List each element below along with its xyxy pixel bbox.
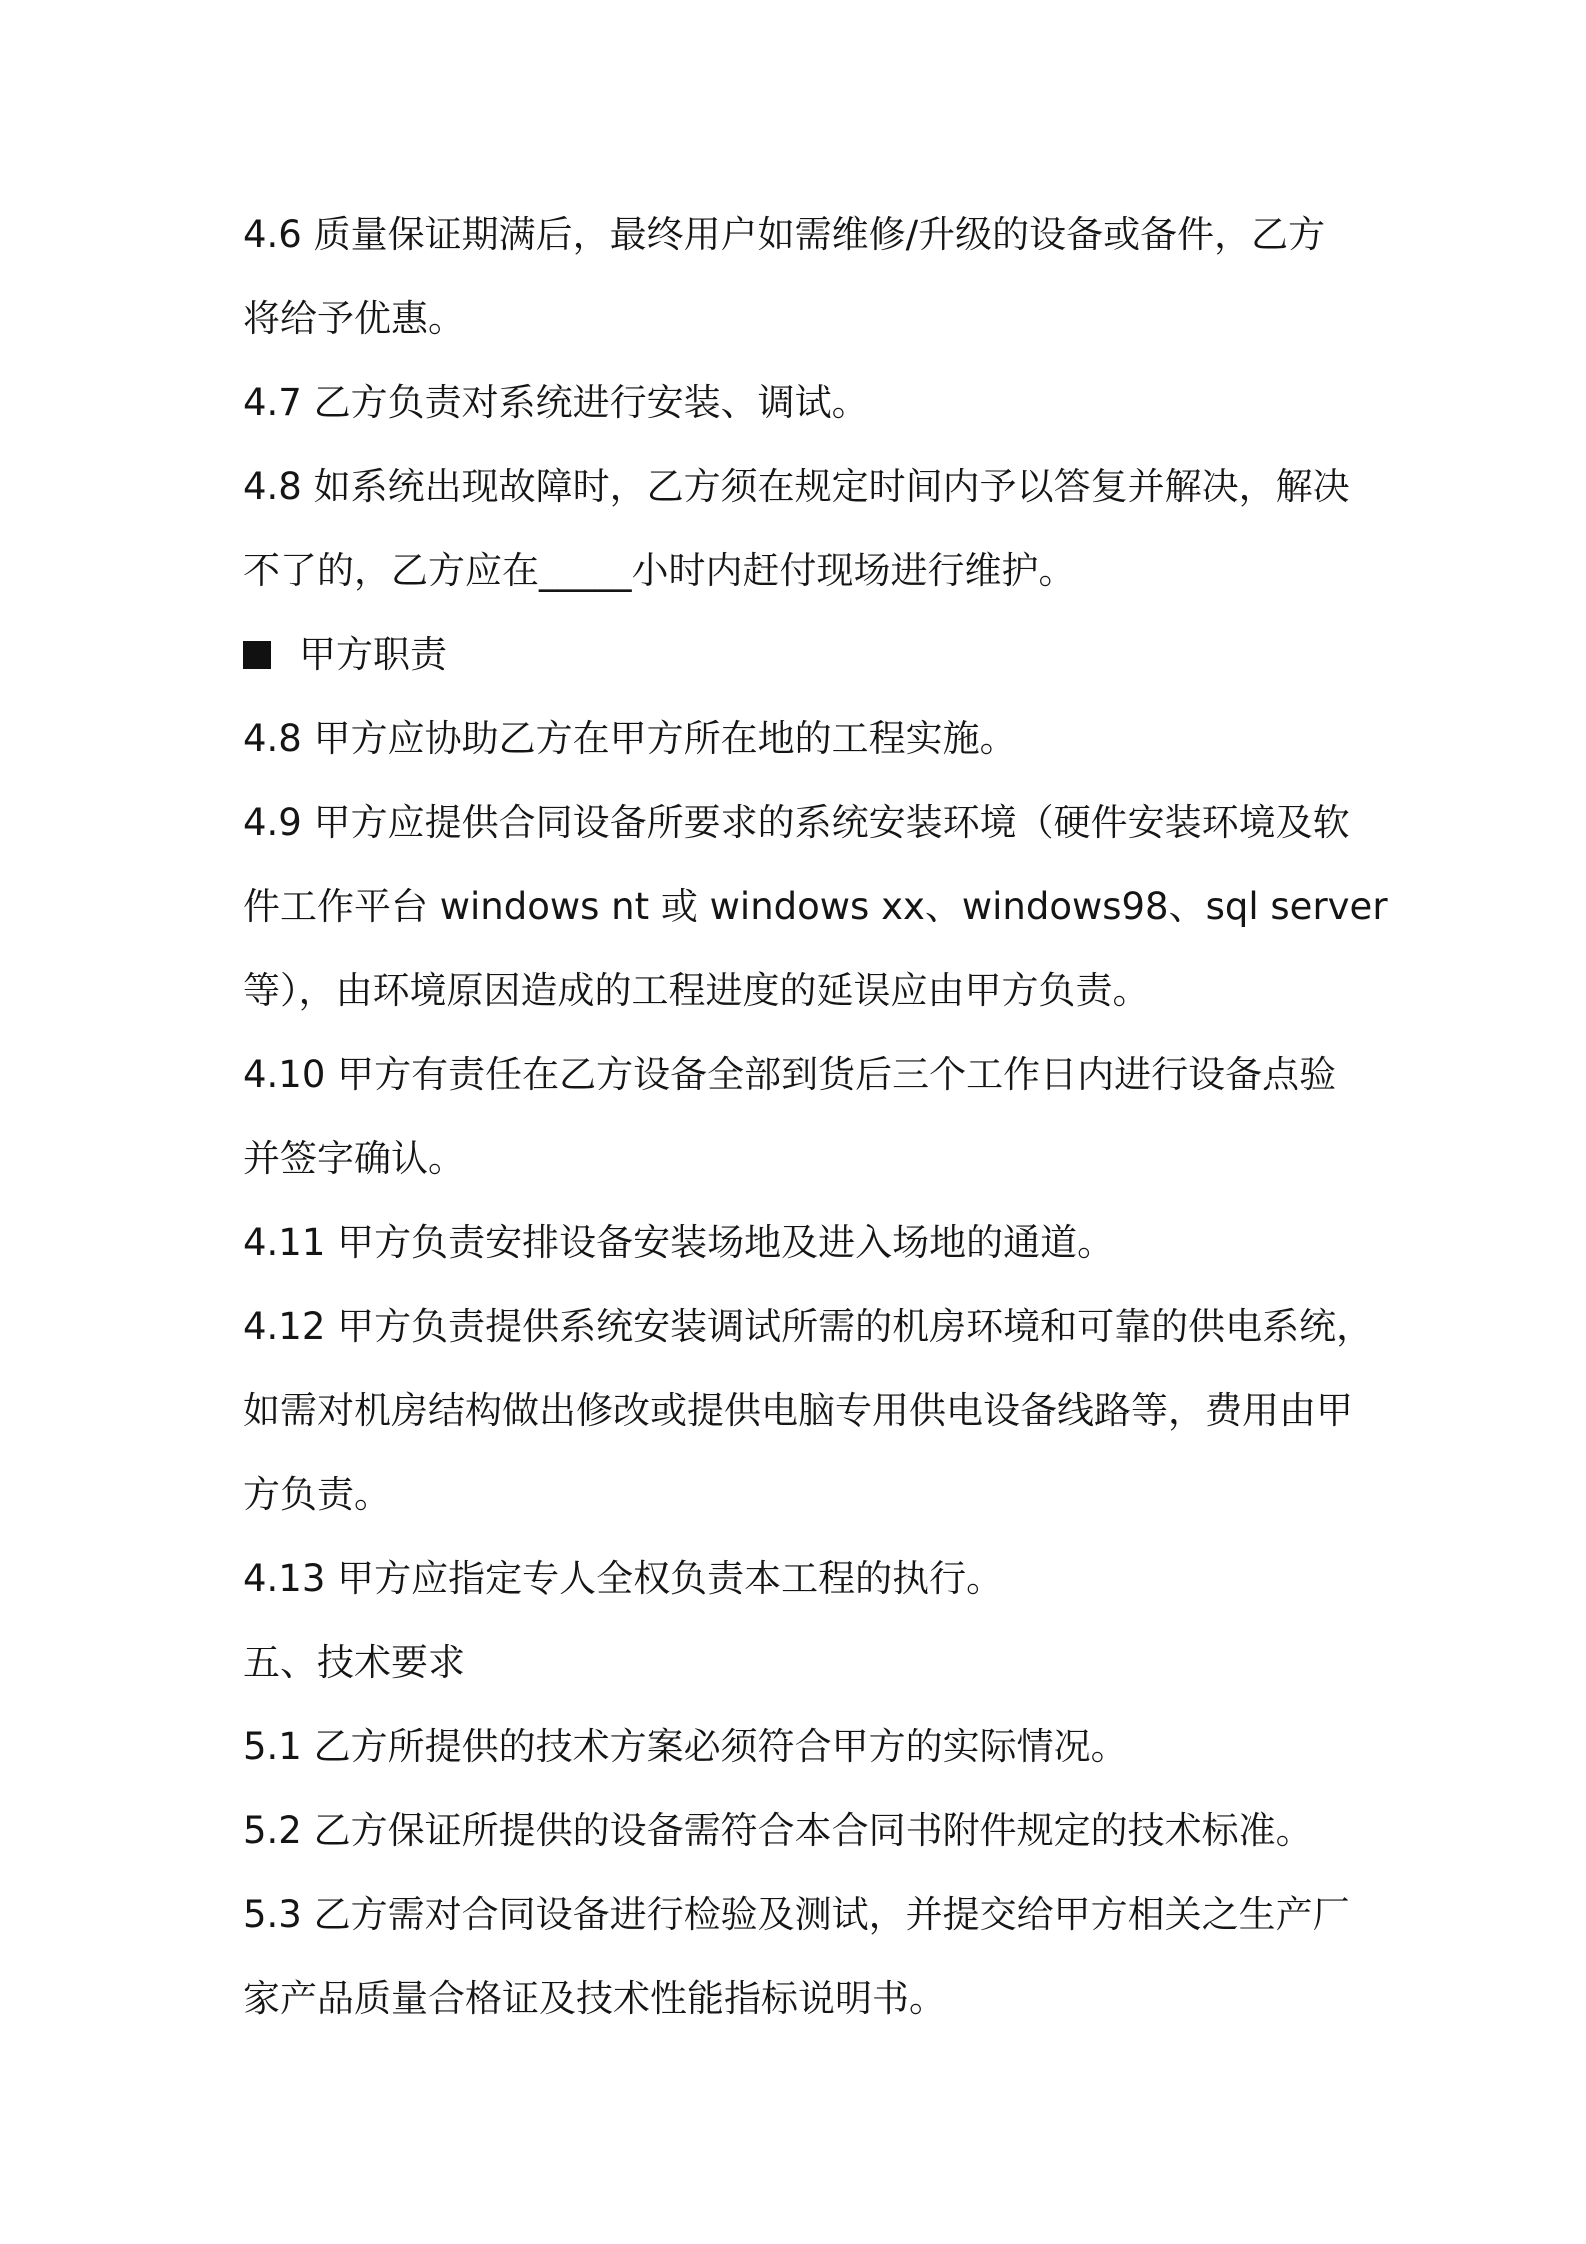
paragraph-5-1: 5.1 乙方所提供的技术方案必须符合甲方的实际情况。 [243,1725,1128,1768]
document-body [243,193,1388,2041]
paragraph-4-12-line-1: 4.12 甲方负责提供系统安装调试所需的机房环境和可靠的供电系统， [243,1305,1374,1348]
paragraph-5-2: 5.2 乙方保证所提供的设备需符合本合同书附件规定的技术标准。 [243,1809,1313,1852]
section-heading-text: 甲方职责 [299,633,447,676]
paragraph-4-9-line-2: 件工作平台 windows nt 或 windows xx、windows98、sql server [243,885,1388,928]
paragraph-4-11: 4.11 甲方负责安排设备安装场地及进入场地的通道。 [243,1221,1115,1264]
paragraph-4-9-line-3: 等），由环境原因造成的工程进度的延误应由甲方负责。 [243,969,1150,1012]
paragraph-4-7: 4.7 乙方负责对系统进行安装、调试。 [243,381,869,424]
paragraph-4-12-line-2: 如需对机房结构做出修改或提供电脑专用供电设备线路等，费用由甲 [243,1389,1353,1432]
paragraph-4-8-party-a: 4.8 甲方应协助乙方在甲方所在地的工程实施。 [243,717,1017,760]
paragraph-4-8-line-1: 4.8 如系统出现故障时，乙方须在规定时间内予以答复并解决，解决 [243,465,1350,508]
paragraph-5-3-line-2: 家产品质量合格证及技术性能指标说明书。 [243,1977,946,2020]
black-square-icon [243,641,271,669]
paragraph-4-9-line-1: 4.9 甲方应提供合同设备所要求的系统安装环境（硬件安装环境及软 [243,801,1350,844]
paragraph-4-8-line-2: 不了的，乙方应在_____小时内赶付现场进行维护。 [243,549,1076,592]
paragraph-4-10-line-1: 4.10 甲方有责任在乙方设备全部到货后三个工作日内进行设备点验 [243,1053,1337,1096]
section-heading-party-a [243,613,1373,697]
paragraph-4-12-line-3: 方负责。 [243,1473,391,1516]
section-heading-technical-requirements: 五、技术要求 [243,1641,465,1684]
paragraph-4-10-line-2: 并签字确认。 [243,1137,465,1180]
paragraph-5-3-line-1: 5.3 乙方需对合同设备进行检验及测试，并提交给甲方相关之生产厂 [243,1893,1350,1936]
paragraph-4-6-line-1: 4.6 质量保证期满后，最终用户如需维修/升级的设备或备件，乙方 [243,213,1326,256]
paragraph-4-13: 4.13 甲方应指定专人全权负责本工程的执行。 [243,1557,1004,1600]
paragraph-4-6-line-2: 将给予优惠。 [243,297,465,340]
